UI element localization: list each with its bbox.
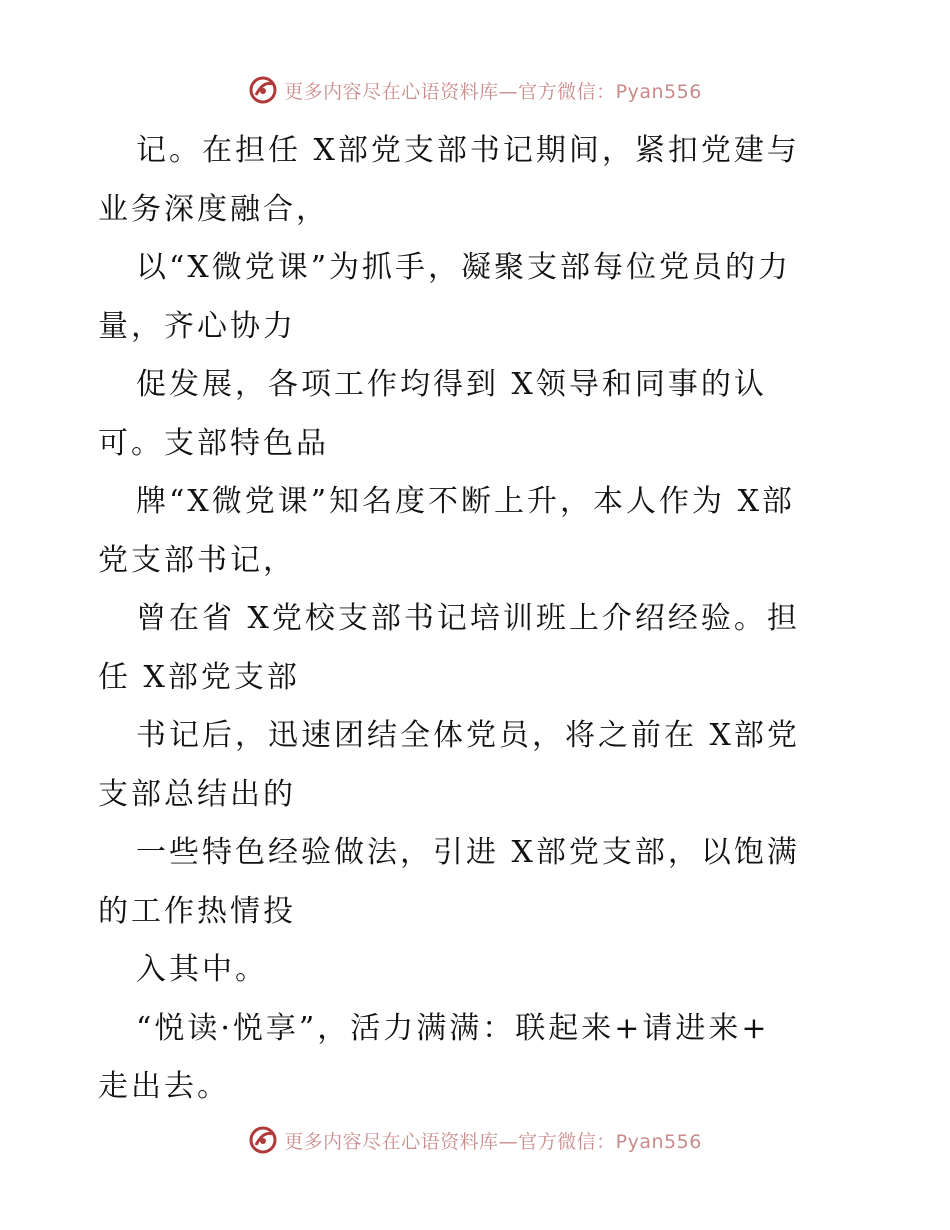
text-line: 的工作热情投	[98, 893, 296, 929]
footer-banner	[0, 1120, 950, 1160]
text-line: 任 X部党支部	[98, 659, 300, 695]
footer-banner-text: 更多内容尽在心语资料库—官方微信：Pyan556	[284, 1130, 702, 1153]
text-line: 入其中。	[136, 952, 268, 987]
text-line: 党支部书记，	[98, 542, 296, 578]
text-line: 牌“X微党课”知名度不断上升，本人作为 X部	[136, 484, 795, 519]
text-line: 促发展，各项工作均得到 X领导和同事的认	[136, 367, 767, 402]
text-line: 以“X微党课”为抓手，凝聚支部每位党员的力	[136, 250, 792, 285]
text-line: 记。在担任 X部党支部书记期间，紧扣党建与	[136, 133, 800, 168]
logo-icon	[248, 75, 278, 105]
document-body	[98, 122, 858, 1117]
header-banner	[0, 70, 950, 110]
text-line: 走出去。	[98, 1069, 230, 1104]
text-line: 一些特色经验做法，引进 X部党支部，以饱满	[136, 835, 800, 870]
logo-icon	[248, 1125, 278, 1155]
text-line: 业务深度融合，	[98, 191, 329, 227]
text-line: “悦读·悦享”，活力满满：联起来+请进来+	[136, 1010, 770, 1046]
text-line: 书记后，迅速团结全体党员，将之前在 X部党	[136, 718, 800, 753]
text-line: 量，齐心协力	[98, 308, 296, 344]
text-line: 支部总结出的	[98, 776, 296, 812]
text-line: 曾在省 X党校支部书记培训班上介绍经验。担	[136, 601, 800, 636]
text-line: 可。支部特色品	[98, 425, 329, 461]
header-banner-text: 更多内容尽在心语资料库—官方微信：Pyan556	[284, 80, 702, 103]
